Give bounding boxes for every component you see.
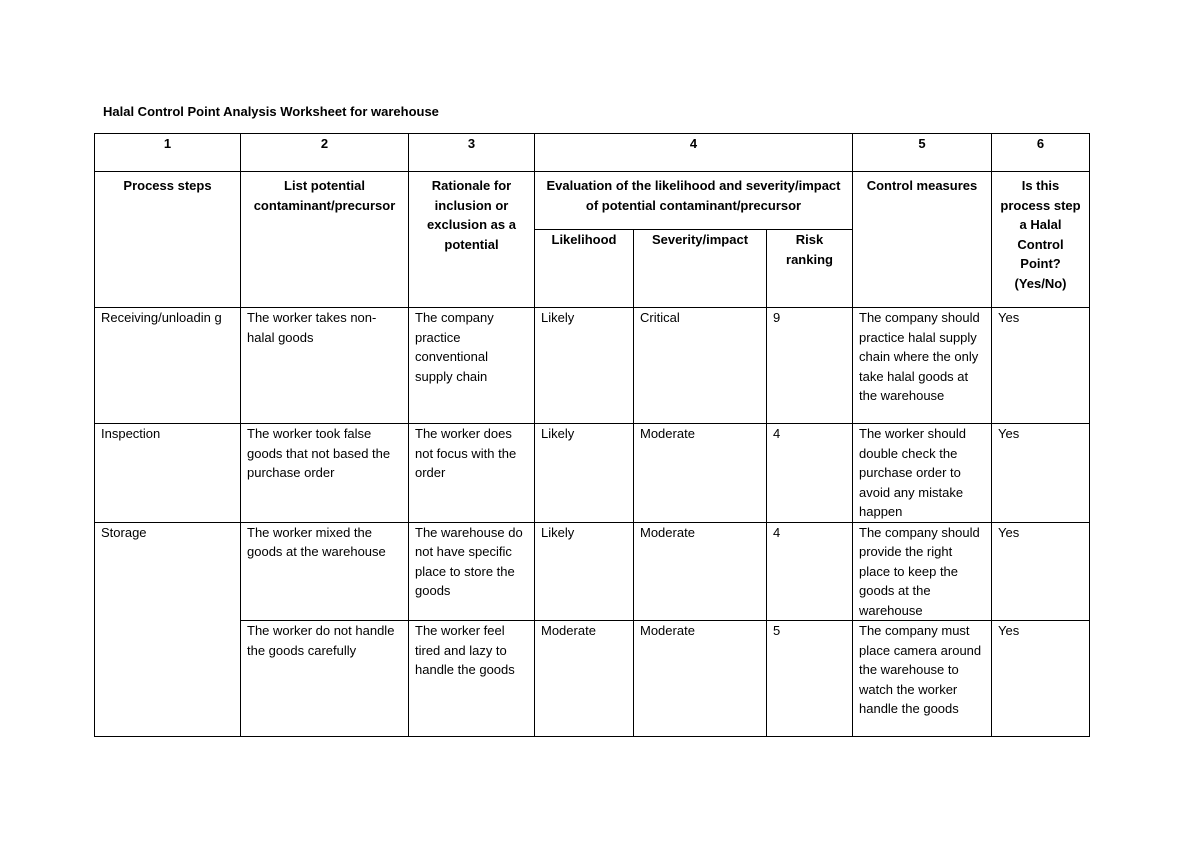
rationale-cell: The company practice conventional supply chain — [409, 308, 535, 424]
header-row — [95, 172, 1090, 230]
header-process-steps: Process steps — [95, 172, 241, 308]
halal-control-point-cell: Yes — [992, 621, 1090, 737]
table-row — [95, 621, 1090, 737]
header-rationale: Rationale for inclusion or exclusion as a potential — [409, 172, 535, 308]
header-severity: Severity/impact — [634, 230, 767, 308]
likelihood-cell: Moderate — [535, 621, 634, 737]
control-measure-cell: The company must place camera around the warehouse to watch the worker handle the goods — [853, 621, 992, 737]
likelihood-cell: Likely — [535, 522, 634, 621]
rationale-cell: The worker does not focus with the order — [409, 424, 535, 523]
severity-cell: Moderate — [634, 621, 767, 737]
control-measure-cell: The worker should double check the purchase order to avoid any mistake happen — [853, 424, 992, 523]
likelihood-cell: Likely — [535, 424, 634, 523]
column-number: 2 — [241, 134, 409, 172]
header-risk-ranking: Risk ranking — [767, 230, 853, 308]
control-measure-cell: The company should practice halal supply chain where the only take halal goods at the warehouse — [853, 308, 992, 424]
column-number: 6 — [992, 134, 1090, 172]
severity-cell: Moderate — [634, 522, 767, 621]
header-evaluation: Evaluation of the likelihood and severity/impact of potential contaminant/precursor — [535, 172, 853, 230]
halal-control-point-cell: Yes — [992, 424, 1090, 523]
likelihood-cell: Likely — [535, 308, 634, 424]
header-halal-control-point: Is this process step a Halal Control Point? (Yes/No) — [992, 172, 1090, 308]
table-row — [95, 308, 1090, 424]
table-row — [95, 522, 1090, 621]
contaminant-cell: The worker do not handle the goods carefully — [241, 621, 409, 737]
severity-cell: Moderate — [634, 424, 767, 523]
severity-cell: Critical — [634, 308, 767, 424]
contaminant-cell: The worker takes non-halal goods — [241, 308, 409, 424]
table-row — [95, 424, 1090, 523]
halal-control-point-cell: Yes — [992, 308, 1090, 424]
risk-ranking-cell: 9 — [767, 308, 853, 424]
process-step-cell: Storage — [95, 522, 241, 737]
worksheet-table — [94, 133, 1090, 737]
header-control-measures: Control measures — [853, 172, 992, 308]
process-step-cell: Inspection — [95, 424, 241, 523]
header-likelihood: Likelihood — [535, 230, 634, 308]
process-step-cell: Receiving/unloadin g — [95, 308, 241, 424]
control-measure-cell: The company should provide the right place to keep the goods at the warehouse — [853, 522, 992, 621]
column-number: 4 — [535, 134, 853, 172]
column-number: 1 — [95, 134, 241, 172]
risk-ranking-cell: 5 — [767, 621, 853, 737]
column-number: 3 — [409, 134, 535, 172]
document-title: Halal Control Point Analysis Worksheet for warehouse — [103, 104, 439, 119]
contaminant-cell: The worker mixed the goods at the warehouse — [241, 522, 409, 621]
rationale-cell: The worker feel tired and lazy to handle the goods — [409, 621, 535, 737]
rationale-cell: The warehouse do not have specific place to store the goods — [409, 522, 535, 621]
column-number-row — [95, 134, 1090, 172]
header-contaminant: List potential contaminant/precursor — [241, 172, 409, 308]
contaminant-cell: The worker took false goods that not based the purchase order — [241, 424, 409, 523]
column-number: 5 — [853, 134, 992, 172]
halal-control-point-cell: Yes — [992, 522, 1090, 621]
risk-ranking-cell: 4 — [767, 522, 853, 621]
risk-ranking-cell: 4 — [767, 424, 853, 523]
